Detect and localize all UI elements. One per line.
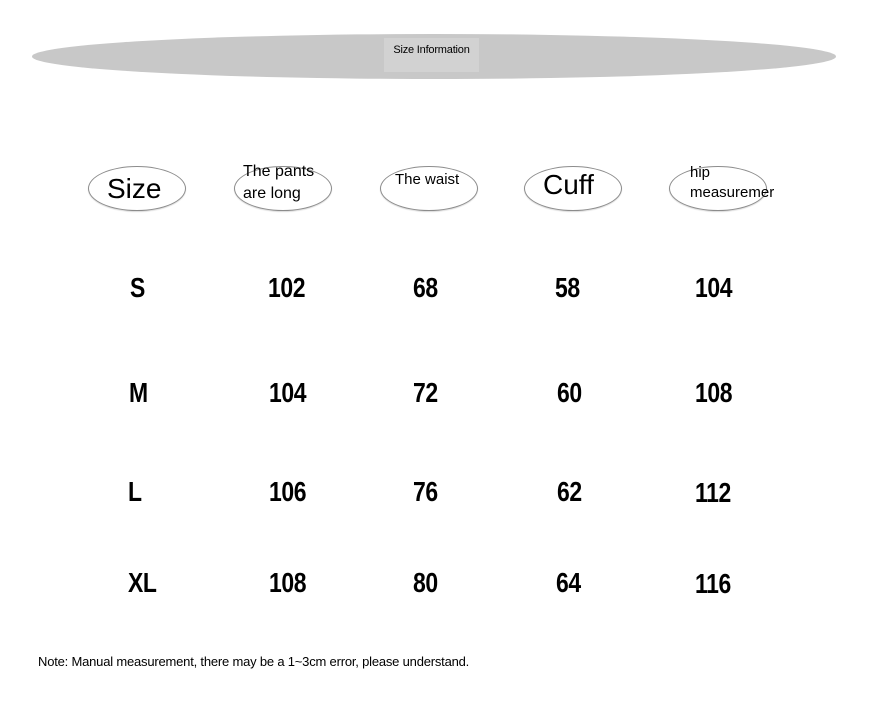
cell-cuff: 60 xyxy=(557,377,582,408)
cell-hip: 108 xyxy=(695,377,733,408)
cell-size: XL xyxy=(128,567,157,598)
header-size: Size xyxy=(107,173,162,204)
cell-length: 106 xyxy=(269,476,307,507)
cell-size: M xyxy=(129,377,148,408)
cell-waist: 68 xyxy=(413,272,438,303)
cell-waist: 72 xyxy=(413,377,438,408)
cell-hip: 104 xyxy=(695,272,733,303)
cell-length: 102 xyxy=(268,272,306,303)
cell-cuff: 58 xyxy=(555,272,580,303)
cell-hip: 116 xyxy=(695,568,731,599)
cell-length: 104 xyxy=(269,377,307,408)
cell-waist: 80 xyxy=(413,567,438,598)
header-cuff: Cuff xyxy=(543,169,594,200)
cell-cuff: 62 xyxy=(557,476,582,507)
cell-waist: 76 xyxy=(413,476,438,507)
header-hip: hip measuremer xyxy=(690,164,775,201)
cell-size: L xyxy=(128,476,142,507)
cell-hip: 112 xyxy=(695,477,731,508)
cell-length: 108 xyxy=(269,567,307,598)
measurement-note: Note: Manual measurement, there may be a 1~3cm error, please understand. xyxy=(38,654,470,669)
header-length: The pants are long xyxy=(243,163,315,202)
cell-size: S xyxy=(130,272,145,303)
banner-title: Size Information xyxy=(384,38,479,72)
header-waist: The waist xyxy=(395,171,460,188)
cell-cuff: 64 xyxy=(556,567,581,598)
